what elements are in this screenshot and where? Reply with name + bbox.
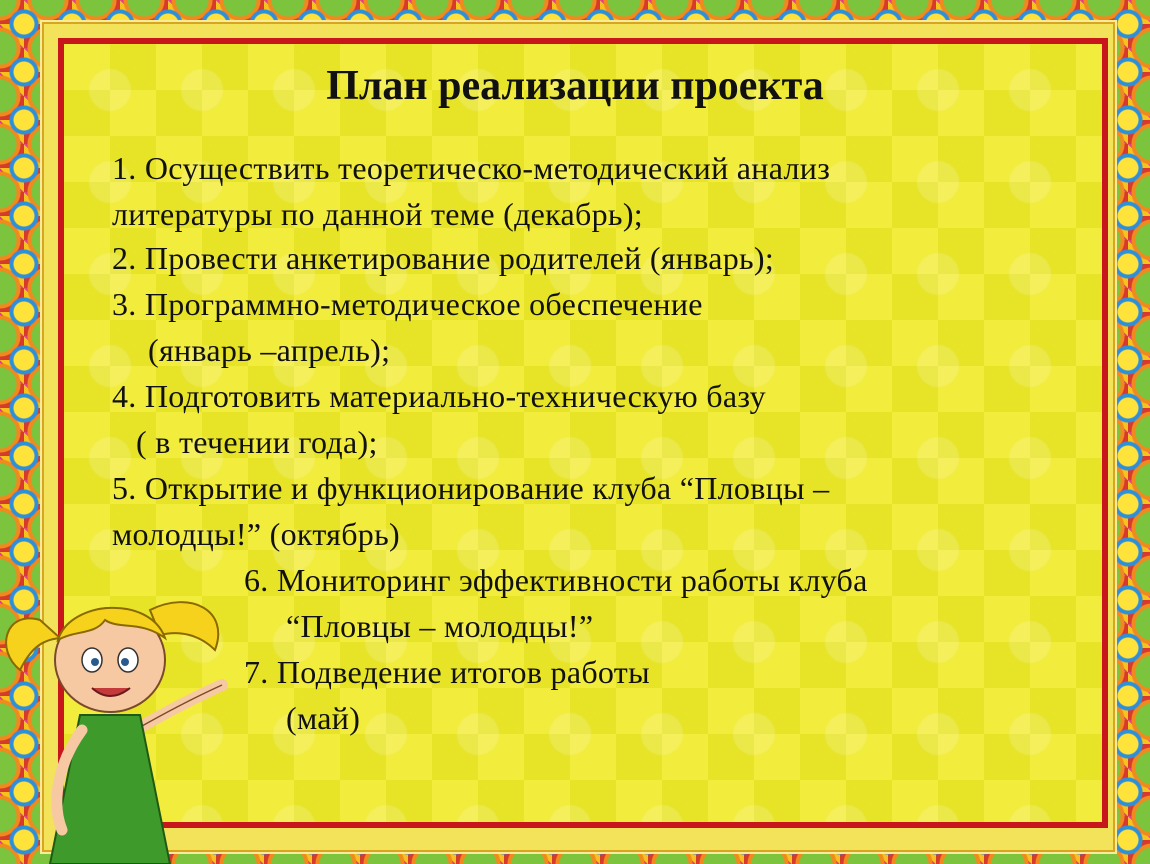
plan-line-1: 1. Осуществить теоретическо-методический анализ <box>112 150 831 186</box>
plan-line-5: 5. Открытие и функционирование клуба “Пловцы – <box>112 470 830 506</box>
plan-line-7-cont: (май) <box>286 700 361 736</box>
plan-line-2: 2. Провести анкетирование родителей (январь); <box>112 240 775 276</box>
plan-line-6-cont: “Пловцы – молодцы!” <box>286 608 594 644</box>
slide-title: План реализации проекта <box>326 63 824 109</box>
plan-line-4-cont: ( в течении года); <box>136 424 378 460</box>
plan-line-4: 4. Подготовить материально-техническую базу <box>112 378 766 414</box>
plan-line-5-cont: молодцы!” (октябрь) <box>112 516 400 552</box>
plan-line-3-cont: (январь –апрель); <box>148 332 391 368</box>
plan-line-1-cont: литературы по данной теме (декабрь); <box>112 196 643 232</box>
plan-line-6: 6. Мониторинг эффективности работы клуба <box>244 562 868 598</box>
plan-line-3: 3. Программно-методическое обеспечение <box>112 286 703 322</box>
cartoon-girl-illustration <box>0 580 240 864</box>
plan-line-7: 7. Подведение итогов работы <box>244 654 650 690</box>
